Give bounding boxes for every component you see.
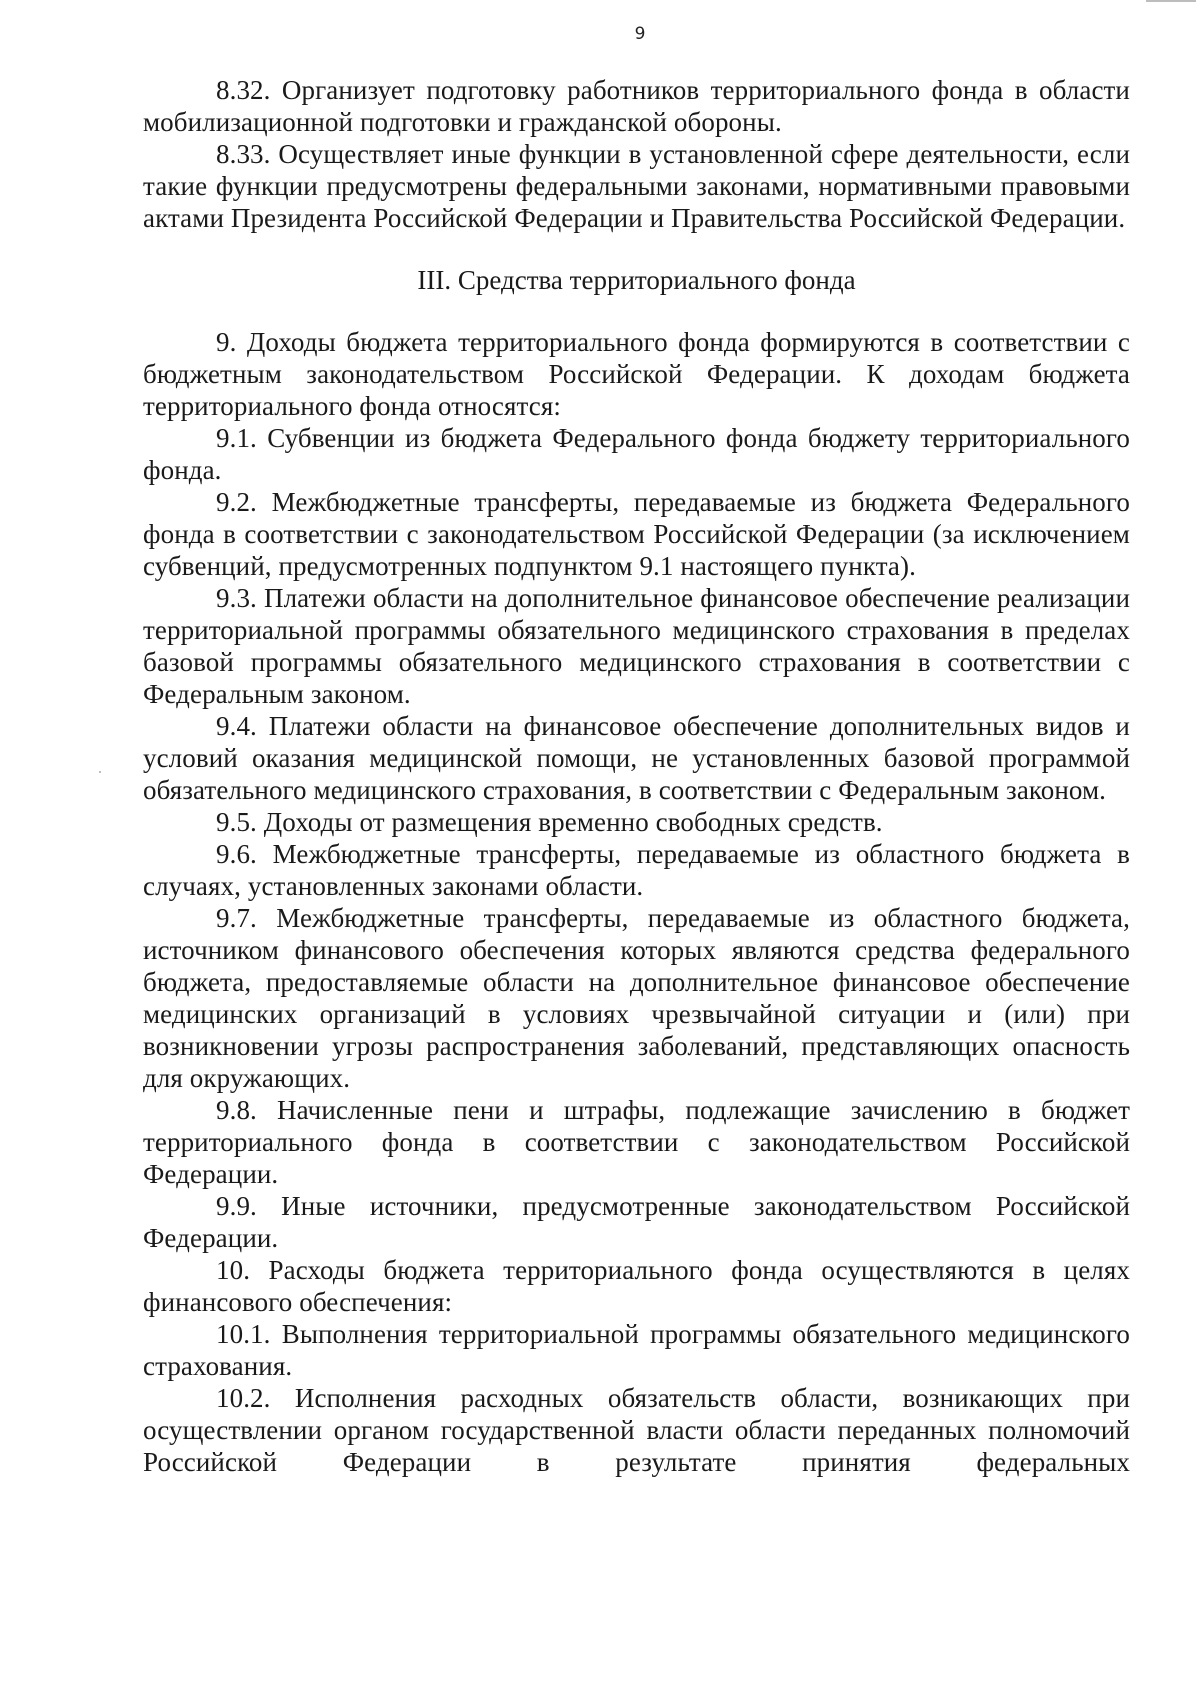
paragraph-9-4: 9.4. Платежи области на финансовое обеспечение дополнительных видов и условий оказания медицинской помощи, не установленных базовой программой обязательного медицинского страхования, в соответствии с Федеральным законом. (143, 711, 1130, 805)
paragraph-9-6: 9.6. Межбюджетные трансферты, передаваемые из областного бюджета в случаях, установленных законами области. (143, 839, 1130, 901)
paragraph-10-1: 10.1. Выполнения территориальной программы обязательного медицинского страхования. (143, 1319, 1130, 1381)
paragraph-9-8: 9.8. Начисленные пени и штрафы, подлежащие зачислению в бюджет территориального фонда в соответствии с законодательством Российской Федерации. (143, 1095, 1130, 1189)
paragraph-9-1: 9.1. Субвенции из бюджета Федерального фонда бюджету территориального фонда. (143, 423, 1130, 485)
paragraph-9-9: 9.9. Иные источники, предусмотренные законодательством Российской Федерации. (143, 1191, 1130, 1253)
page-number: 9 (634, 24, 646, 44)
paragraph-9: 9. Доходы бюджета территориального фонда формируются в соответствии с бюджетным законодательством Российской Федерации. К доходам бюджета территориального фонда относятся: (143, 327, 1130, 421)
paragraph-9-2: 9.2. Межбюджетные трансферты, передаваемые из бюджета Федерального фонда в соответствии с законодательством Российской Федерации (за исключением субвенций, предусмотренных подпунктом 9.1 настоящего пункта). (143, 487, 1130, 581)
scan-mark-left (99, 771, 101, 773)
paragraph-10-2: 10.2. Исполнения расходных обязательств области, возникающих при осуществлении органом государственной власти области переданных полномочий Российской Федерации в результате принятия федеральных (143, 1383, 1130, 1477)
section-heading: III. Средства территориального фонда (417, 265, 856, 295)
paragraph-9-3: 9.3. Платежи области на дополнительное финансовое обеспечение реализации территориальной программы обязательного медицинского страхования в пределах базовой программы обязательного медицинского страхования в соответствии с Федеральным законом. (143, 583, 1130, 709)
scan-mark-top-right (1146, 0, 1196, 2)
paragraph-8-33: 8.33. Осуществляет иные функции в установленной сфере деятельности, если такие функции предусмотрены федеральными законами, нормативными правовыми актами Президента Российской Федерации и Правительства Российской Федерации. (143, 139, 1130, 233)
paragraph-8-32: 8.32. Организует подготовку работников территориального фонда в области мобилизационной подготовки и гражданской обороны. (143, 75, 1130, 137)
paragraph-10: 10. Расходы бюджета территориального фонда осуществляются в целях финансового обеспечения: (143, 1255, 1130, 1317)
document-body (143, 74, 1130, 1478)
paragraph-9-5: 9.5. Доходы от размещения временно свободных средств. (216, 807, 883, 837)
paragraph-9-7: 9.7. Межбюджетные трансферты, передаваемые из областного бюджета, источником финансового обеспечения которых являются средства федерального бюджета, предоставляемые области на дополнительное финансовое обеспечение медицинских организаций в условиях чрезвычайной ситуации и (или) при возникновении угрозы распространения заболеваний, представляющих опасность для окружающих. (143, 903, 1130, 1093)
